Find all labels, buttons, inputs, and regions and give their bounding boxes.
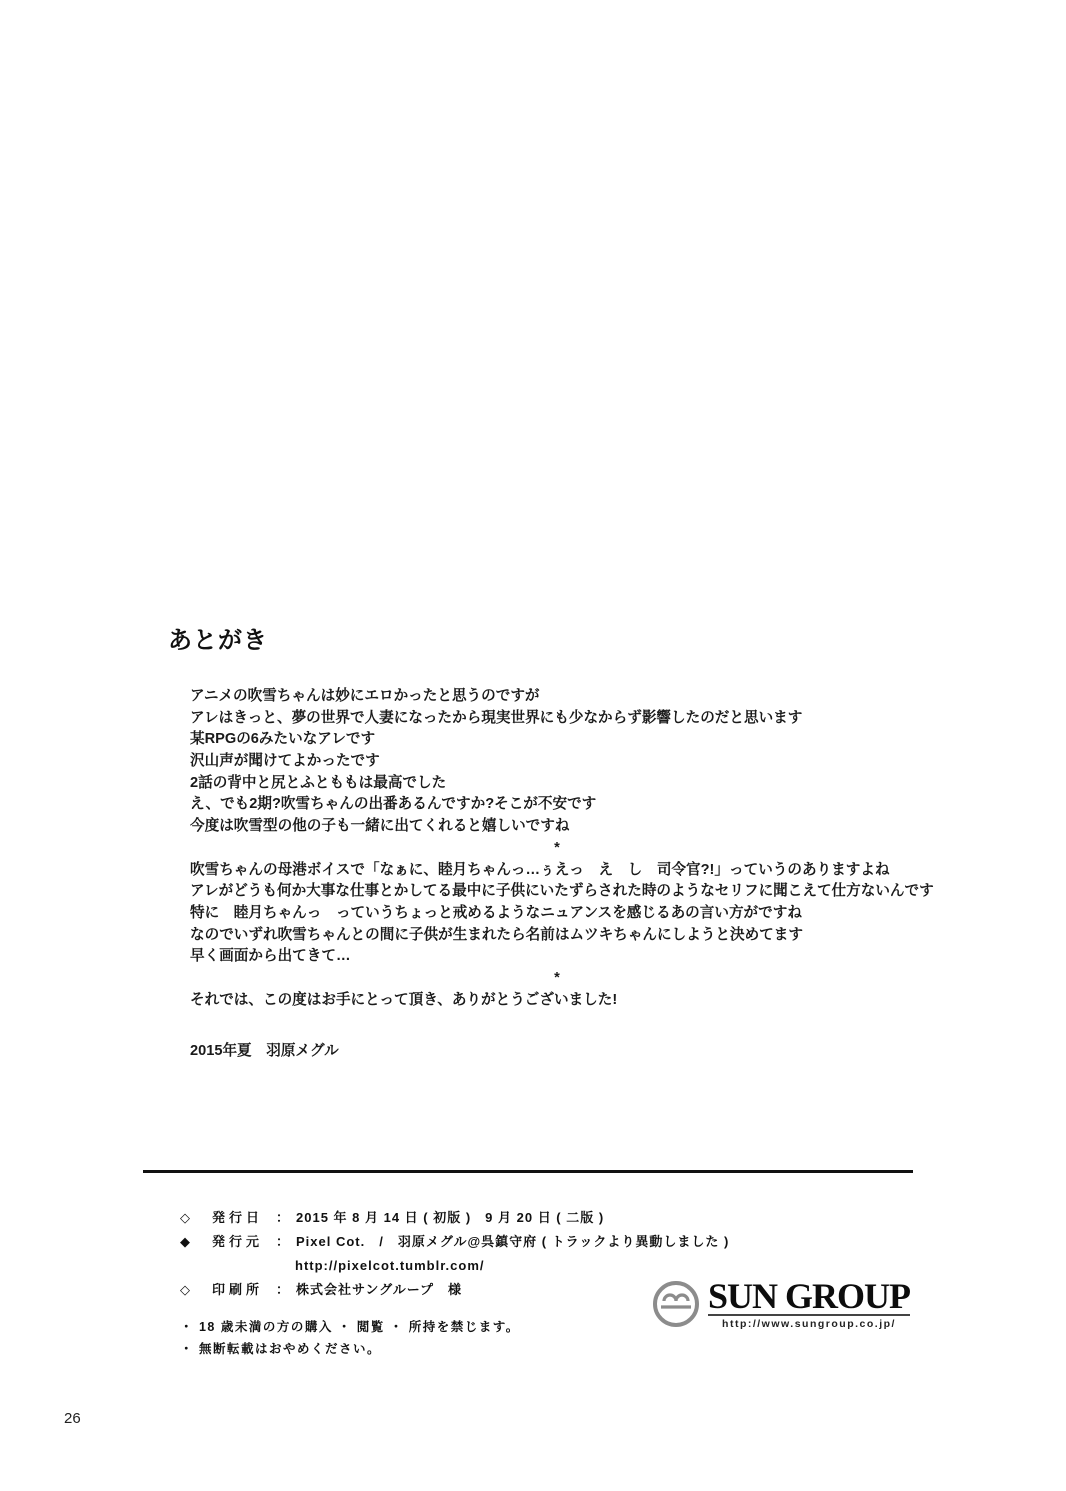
afterword-line: アレがどうも何か大事な仕事とかしてる最中に子供にいたずらされた時のようなセリフに聞こえて仕方ないんです	[190, 883, 934, 900]
afterword-line: 2話の背中と尻とふとももは最高でした	[190, 774, 447, 791]
signature-line: 2015年夏 羽原メグル	[190, 1043, 339, 1060]
afterword-line: アニメの吹雪ちゃんは妙にエロかったと思うのですが	[190, 688, 540, 704]
colophon-value: 2015 年 8 月 14 日 ( 初版 ) 9 月 20 日 ( 二版 )	[296, 1210, 605, 1225]
sun-group-name: SUN GROUP	[708, 1276, 911, 1316]
publisher-url: http://pixelcot.tumblr.com/	[295, 1258, 485, 1273]
colophon-label: 発行元	[212, 1234, 264, 1249]
age-restriction-notices	[180, 1316, 520, 1360]
notice-line: ・ 18 歳未満の方の購入 ・ 閲覧 ・ 所持を禁じます。	[180, 1320, 520, 1334]
sun-group-logo	[652, 1276, 911, 1330]
afterword-line: 吹雪ちゃんの母港ボイスで「なぁに、睦月ちゃんっ…ぅえっ え し 司令官?!」っていうのありますよね	[190, 861, 890, 878]
diamond-outline-icon: ◇	[180, 1210, 191, 1225]
afterword-line: それでは、この度はお手にとって頂き、ありがとうございました!	[190, 991, 618, 1008]
separator-star: *	[554, 969, 560, 986]
sun-group-url: http://www.sungroup.co.jp/	[708, 1314, 910, 1330]
afterword-title: あとがき	[168, 627, 268, 654]
colophon-colon: ：	[276, 1210, 291, 1225]
colophon-value: 株式会社サングループ 様	[296, 1282, 463, 1297]
colophon-value: Pixel Cot. / 羽原メグル@呉鎮守府 ( トラックより異動しました )	[296, 1234, 730, 1249]
afterword-line: 沢山声が聞けてよかったです	[190, 753, 380, 770]
page-number: 26	[64, 1410, 81, 1427]
colophon-label: 印刷所	[212, 1282, 264, 1297]
colophon-row-printer	[180, 1278, 729, 1302]
diamond-filled-icon: ◆	[180, 1234, 191, 1249]
afterword-line: 早く画面から出てきて…	[190, 948, 351, 965]
colophon-row-publish-date	[180, 1206, 729, 1230]
afterword-line: 某RPGの6みたいなアレです	[190, 731, 376, 748]
sun-group-text-block	[708, 1276, 911, 1330]
afterword-body	[190, 686, 934, 1063]
colophon	[180, 1206, 729, 1302]
separator-star: *	[554, 839, 560, 856]
footer-divider	[143, 1170, 913, 1173]
afterword-line: 今度は吹雪型の他の子も一緒に出てくれると嬉しいですね	[190, 818, 570, 835]
afterword-line: なのでいずれ吹雪ちゃんとの間に子供が生まれたら名前はムツキちゃんにしようと決めてます	[190, 926, 803, 943]
colophon-colon: ：	[276, 1282, 291, 1297]
blank-line	[190, 1011, 924, 1041]
afterword-line: アレはきっと、夢の世界で人妻になったから現実世界にも少なからず影響したのだと思います	[190, 709, 803, 726]
afterword-line: 特に 睦月ちゃんっ っていうちょっと戒めるようなニュアンスを感じるあの言い方がですね	[190, 904, 802, 921]
colophon-row-publisher	[180, 1230, 729, 1254]
diamond-outline-icon: ◇	[180, 1282, 191, 1297]
sun-group-logo-icon	[652, 1280, 700, 1328]
colophon-colon: ：	[276, 1234, 291, 1249]
colophon-label: 発行日	[212, 1210, 264, 1225]
notice-line: ・ 無断転載はおやめください。	[180, 1342, 381, 1356]
afterword-line: え、でも2期?吹雪ちゃんの出番あるんですか?そこが不安です	[190, 796, 597, 813]
